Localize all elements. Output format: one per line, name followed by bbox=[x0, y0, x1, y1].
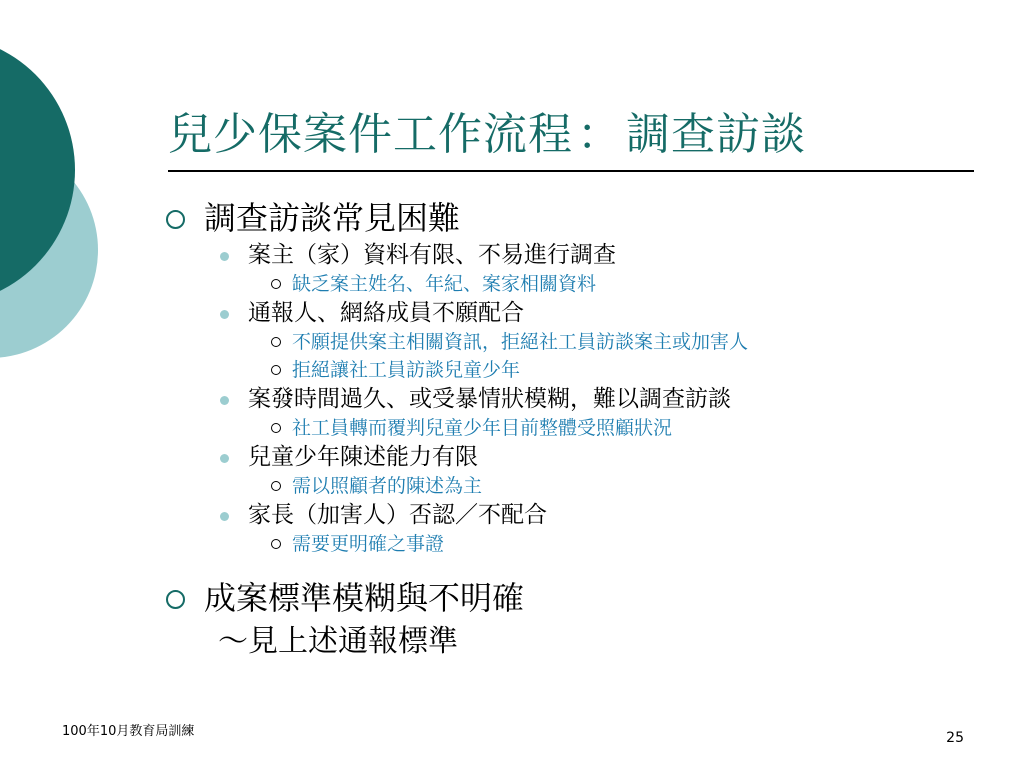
bullet-text: 案主（家）資料有限、不易進行調查 bbox=[248, 242, 616, 268]
bullet-level2 bbox=[160, 385, 980, 414]
ring-bullet-icon bbox=[271, 539, 281, 549]
sub-bullet-text: 社工員轉而覆判兒童少年目前整體受照顧狀況 bbox=[292, 417, 673, 439]
bullet-level1 bbox=[160, 196, 980, 240]
bullet-level3 bbox=[160, 356, 980, 384]
dot-bullet-icon bbox=[220, 396, 229, 405]
dot-bullet-icon bbox=[220, 310, 229, 319]
bullet-text: 通報人、網絡成員不願配合 bbox=[248, 300, 524, 326]
ring-bullet-icon bbox=[271, 423, 281, 433]
dot-bullet-icon bbox=[220, 512, 229, 521]
sub-bullet-text: 需以照顧者的陳述為主 bbox=[292, 475, 483, 497]
spacer bbox=[160, 558, 980, 576]
title-underline bbox=[168, 170, 974, 172]
section-heading: 調查訪談常見困難 bbox=[204, 199, 461, 237]
sub-bullet-text: 拒絕讓社工員訪談兒童少年 bbox=[292, 359, 521, 381]
bullet-level3 bbox=[160, 472, 980, 500]
ring-bullet-icon bbox=[271, 481, 281, 491]
hollow-circle-bullet-icon bbox=[166, 590, 185, 609]
footer-text: 100年10月教育局訓練 bbox=[62, 724, 195, 739]
light-teal-circle bbox=[0, 142, 98, 358]
ring-bullet-icon bbox=[271, 279, 281, 289]
slide-title bbox=[168, 98, 806, 162]
section-subtext: ～見上述通報標準 bbox=[218, 624, 458, 659]
bullet-text: 案發時間過久、或受暴情狀模糊，難以調查訪談 bbox=[248, 386, 731, 412]
bullet-level2 bbox=[160, 241, 980, 270]
bullet-level2 bbox=[160, 299, 980, 328]
bullet-text: 兒童少年陳述能力有限 bbox=[248, 444, 478, 470]
bullet-level3 bbox=[160, 414, 980, 442]
slide-content bbox=[160, 196, 980, 662]
dark-teal-circle bbox=[0, 35, 75, 305]
ring-bullet-icon bbox=[271, 365, 281, 375]
bullet-level2 bbox=[160, 501, 980, 530]
sub-bullet-text: 不願提供案主相關資訊，拒絕社工員訪談案主或加害人 bbox=[292, 331, 749, 353]
sub-bullet-text: 需要更明確之事證 bbox=[292, 533, 445, 555]
ring-bullet-icon bbox=[271, 337, 281, 347]
bullet-level3 bbox=[160, 530, 980, 558]
dot-bullet-icon bbox=[220, 252, 229, 261]
page-number: 25 bbox=[946, 730, 964, 746]
dot-bullet-icon bbox=[220, 454, 229, 463]
bullet-level3 bbox=[160, 270, 980, 298]
bullet-level1 bbox=[160, 576, 980, 620]
bullet-text: 家長（加害人）否認／不配合 bbox=[248, 502, 547, 528]
section-heading: 成案標準模糊與不明確 bbox=[204, 579, 525, 617]
title-colon: ： bbox=[577, 109, 622, 160]
bullet-level2 bbox=[160, 443, 980, 472]
title-main: 兒少保案件工作流程 bbox=[168, 109, 573, 160]
bullet-level3 bbox=[160, 328, 980, 356]
title-sub: 調查訪談 bbox=[626, 109, 806, 160]
sub-bullet-text: 缺乏案主姓名、年紀、案家相關資料 bbox=[292, 273, 597, 295]
hollow-circle-bullet-icon bbox=[166, 210, 185, 229]
